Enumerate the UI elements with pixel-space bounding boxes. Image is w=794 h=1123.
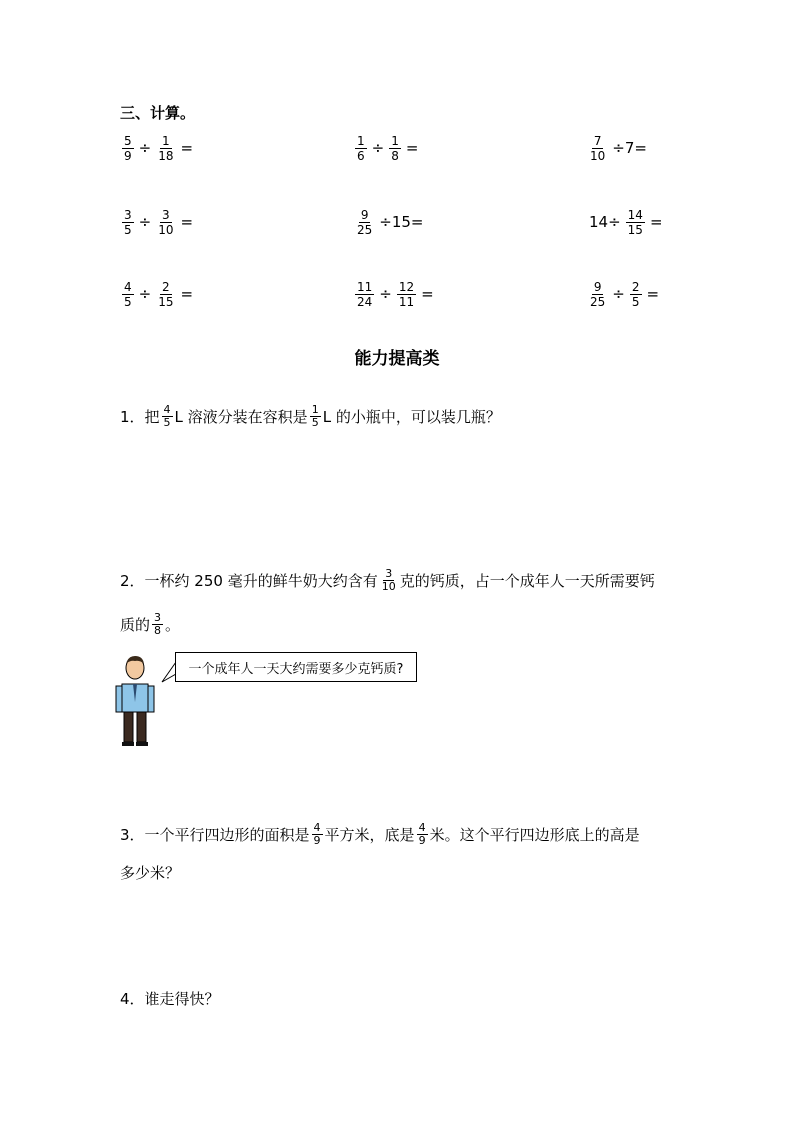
part-title: 能力提高类 bbox=[354, 349, 440, 369]
fraction bbox=[162, 404, 173, 429]
fraction bbox=[588, 134, 607, 163]
problem-text: 克的钙质，占一个成年人一天所需要钙 bbox=[399, 572, 655, 590]
problem-text: 2．一杯约 250 毫升的鲜牛奶大约含有 bbox=[120, 572, 378, 590]
denominator: 15 bbox=[158, 294, 174, 309]
denominator: 8 bbox=[391, 148, 399, 163]
operator: 14÷ bbox=[589, 213, 621, 231]
fraction bbox=[156, 208, 175, 237]
numerator: 3 bbox=[124, 207, 132, 222]
operator: ÷ bbox=[138, 213, 152, 231]
operator: = bbox=[646, 285, 660, 303]
denominator: 25 bbox=[590, 294, 606, 309]
denominator: 10 bbox=[158, 222, 174, 237]
exercise-7 bbox=[120, 274, 196, 314]
denominator: 24 bbox=[357, 294, 373, 309]
problem-text: 质的 bbox=[120, 616, 151, 634]
denominator: 5 bbox=[311, 416, 319, 429]
denominator: 18 bbox=[158, 148, 174, 163]
denominator: 5 bbox=[124, 294, 132, 309]
problem-3-line-2 bbox=[120, 862, 180, 883]
section-heading: 三、计算。 bbox=[120, 104, 196, 122]
fraction bbox=[588, 280, 607, 309]
numerator: 1 bbox=[162, 133, 170, 148]
numerator: 5 bbox=[124, 133, 132, 148]
exercise-3 bbox=[586, 128, 650, 168]
operator: = bbox=[180, 139, 194, 157]
numerator: 14 bbox=[627, 207, 643, 222]
denominator: 11 bbox=[398, 294, 415, 309]
denominator: 8 bbox=[154, 624, 162, 637]
fraction bbox=[312, 822, 323, 847]
fraction bbox=[156, 134, 175, 163]
denominator: 6 bbox=[357, 148, 365, 163]
fraction bbox=[152, 612, 163, 637]
numerator: 4 bbox=[313, 821, 321, 834]
numerator: 3 bbox=[162, 207, 170, 222]
denominator: 15 bbox=[627, 222, 643, 237]
exercise-8 bbox=[353, 274, 437, 314]
numerator: 4 bbox=[124, 279, 132, 294]
numerator: 9 bbox=[593, 279, 602, 294]
numerator: 4 bbox=[163, 403, 171, 416]
problem-text: 平方米，底是 bbox=[324, 826, 415, 844]
fraction bbox=[122, 280, 134, 309]
numerator: 7 bbox=[593, 133, 602, 148]
denominator: 9 bbox=[313, 834, 321, 847]
numerator: 4 bbox=[418, 821, 426, 834]
operator: ÷ bbox=[138, 285, 152, 303]
problem-text: 多少米？ bbox=[120, 864, 181, 882]
operator: ÷ bbox=[379, 285, 392, 303]
fraction bbox=[355, 280, 374, 309]
operator: = bbox=[180, 213, 194, 231]
operator: = bbox=[180, 285, 194, 303]
problem-3-line-1 bbox=[120, 822, 640, 847]
numerator: 1 bbox=[357, 133, 365, 148]
fraction bbox=[122, 134, 134, 163]
fraction bbox=[389, 134, 401, 163]
operator: ÷7= bbox=[612, 139, 647, 157]
operator: = bbox=[421, 285, 434, 303]
exercise-2 bbox=[353, 128, 421, 168]
fraction bbox=[630, 280, 642, 309]
denominator: 10 bbox=[381, 580, 396, 593]
exercise-6 bbox=[586, 202, 666, 242]
operator: = bbox=[405, 139, 419, 157]
teacher-illustration bbox=[112, 654, 158, 748]
operator: ÷ bbox=[371, 139, 385, 157]
fraction bbox=[355, 208, 374, 237]
problem-2-line-2 bbox=[120, 612, 180, 637]
denominator: 10 bbox=[590, 148, 606, 163]
exercise-9 bbox=[586, 274, 662, 314]
fraction bbox=[626, 208, 645, 237]
numerator: 3 bbox=[385, 567, 393, 580]
denominator: 9 bbox=[124, 148, 132, 163]
operator: = bbox=[649, 213, 663, 231]
problem-text: L 的小瓶中，可以装几瓶？ bbox=[322, 408, 501, 426]
problem-text: 3．一个平行四边形的面积是 bbox=[120, 826, 310, 844]
denominator: 9 bbox=[418, 834, 426, 847]
denominator: 5 bbox=[124, 222, 132, 237]
numerator: 2 bbox=[162, 279, 170, 294]
numerator: 1 bbox=[391, 133, 399, 148]
operator: ÷ bbox=[138, 139, 152, 157]
fraction bbox=[156, 280, 175, 309]
exercise-4 bbox=[120, 202, 196, 242]
exercise-5 bbox=[353, 202, 427, 242]
problem-text: 4．谁走得快？ bbox=[120, 990, 220, 1008]
operator: ÷15= bbox=[379, 213, 424, 231]
denominator: 25 bbox=[357, 222, 373, 237]
operator: ÷ bbox=[612, 285, 625, 303]
numerator: 12 bbox=[398, 279, 415, 294]
problem-text: 米。这个平行四边形底上的高是 bbox=[429, 826, 640, 844]
fraction bbox=[417, 822, 428, 847]
exercise-1 bbox=[120, 128, 196, 168]
problem-1 bbox=[120, 404, 501, 429]
fraction bbox=[122, 208, 134, 237]
numerator: 9 bbox=[360, 207, 369, 222]
fraction bbox=[380, 568, 398, 593]
problem-text: 。 bbox=[165, 616, 181, 634]
speech-bubble: 一个成年人一天大约需要多少克钙质? bbox=[175, 652, 417, 682]
problem-text: L 溶液分装在容积是 bbox=[174, 408, 308, 426]
problem-4 bbox=[120, 988, 220, 1009]
numerator: 3 bbox=[154, 611, 162, 624]
denominator: 5 bbox=[163, 416, 171, 429]
fraction bbox=[355, 134, 367, 163]
numerator: 1 bbox=[311, 403, 319, 416]
numerator: 2 bbox=[631, 279, 640, 294]
numerator: 11 bbox=[357, 279, 373, 294]
fraction bbox=[397, 280, 416, 309]
denominator: 5 bbox=[631, 294, 640, 309]
fraction bbox=[310, 404, 321, 429]
problem-2-line-1 bbox=[120, 568, 655, 593]
problem-text: 1．把 bbox=[120, 408, 160, 426]
